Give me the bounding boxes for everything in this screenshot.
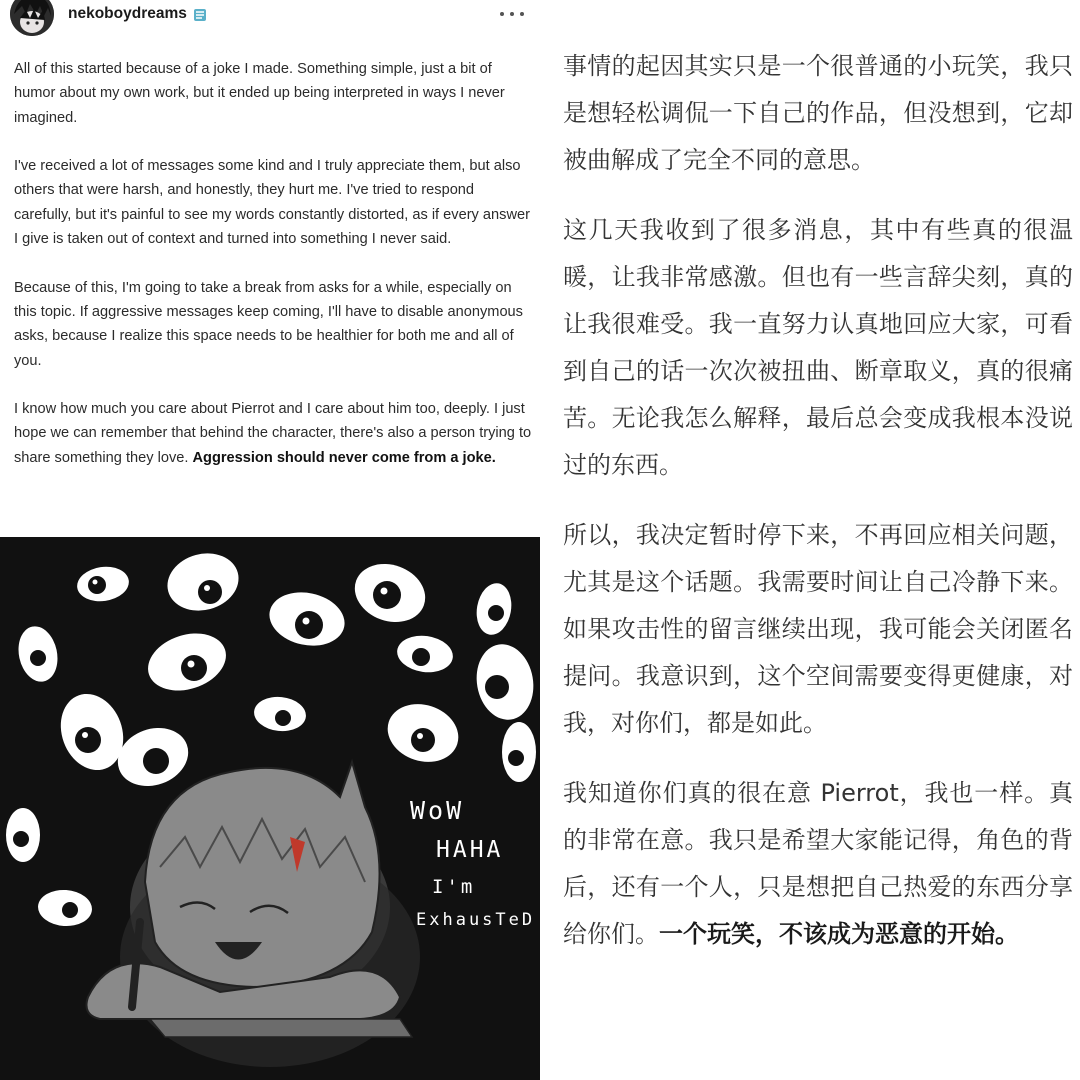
- post-last-paragraph: I know how much you care about Pierrot and I care about him too, deeply. I just hope we can remember that behind the character, there's also a person trying to share something they love.: [14, 401, 532, 466]
- eye-icon: [502, 722, 536, 782]
- post-paragraph: Because of this, I'm going to take a break from asks for a while, especially on this topic. If aggressive messages keep coming, I'll have to disable anonymous asks, because I realize this space needs to be healthier for both me and all of you.: [14, 279, 523, 369]
- translation-paragraph: 所以，我决定暂时停下来，不再回应相关问题，尤其是这个话题。我需要时间让自己冷静下来。如果攻击性的留言继续出现，我可能会关闭匿名提问。我意识到，这个空间需要变得更健康，对我，对你们，都是如此。: [563, 521, 1073, 737]
- illustration-text-wow: WoW: [410, 796, 465, 825]
- eye-icon: [6, 808, 40, 862]
- post-paragraph: All of this started because of a joke I made. Something simple, just a bit of humor about my own work, but it ended up being interpreted in ways I never imagined.: [14, 61, 505, 126]
- illustration-text-exhausted: ExhausTeD: [416, 910, 536, 930]
- post-paragraph: [14, 397, 534, 470]
- translation-paragraph: [563, 770, 1073, 958]
- more-options-icon[interactable]: [500, 6, 524, 22]
- illustration-text-im: I'm: [432, 876, 476, 898]
- translation-bold-statement: 一个玩笑，不该成为恶意的开始。: [659, 920, 1019, 948]
- translation-last-paragraph: 我知道你们真的很在意 Pierrot，我也一样。真的非常在意。我只是希望大家能记得，角色的背后，还有一个人，只是想把自己热爱的东西分享给你们。: [563, 779, 1073, 948]
- translation-panel: [541, 0, 1080, 1080]
- avatar[interactable]: [10, 0, 54, 36]
- post-paragraph: I've received a lot of messages some kind and I truly appreciate them, but also others that were harsh, and honestly, they hurt me. I've tried to respond carefully, but it's painful to see my words constantly distorted, as if every answer I give is taken out of context and turned into something I never said.: [14, 158, 530, 248]
- blue-badge-icon: [193, 7, 207, 21]
- translation-paragraph: 事情的起因其实只是一个很普通的小玩笑，我只是想轻松调侃一下自己的作品，但没想到，它却被曲解成了完全不同的意思。: [563, 52, 1073, 174]
- post-illustration: [0, 537, 540, 1080]
- post-header: [0, 0, 540, 38]
- illustration-text-haha: HAHA: [436, 837, 504, 863]
- username[interactable]: nekoboydreams: [68, 5, 187, 22]
- translation-body: [563, 43, 1073, 981]
- post-bold-statement: Aggression should never come from a joke.: [192, 449, 496, 466]
- post-body: [14, 57, 534, 494]
- translation-paragraph: 这几天我收到了很多消息，其中有些真的很温暖，让我非常感激。但也有一些言辞尖刻，真的让我很难受。我一直努力认真地回应大家，可看到自己的话一次次被扭曲、断章取义，真的很痛苦。无论我怎么解释，最后总会变成我根本没说过的东西。: [563, 216, 1073, 479]
